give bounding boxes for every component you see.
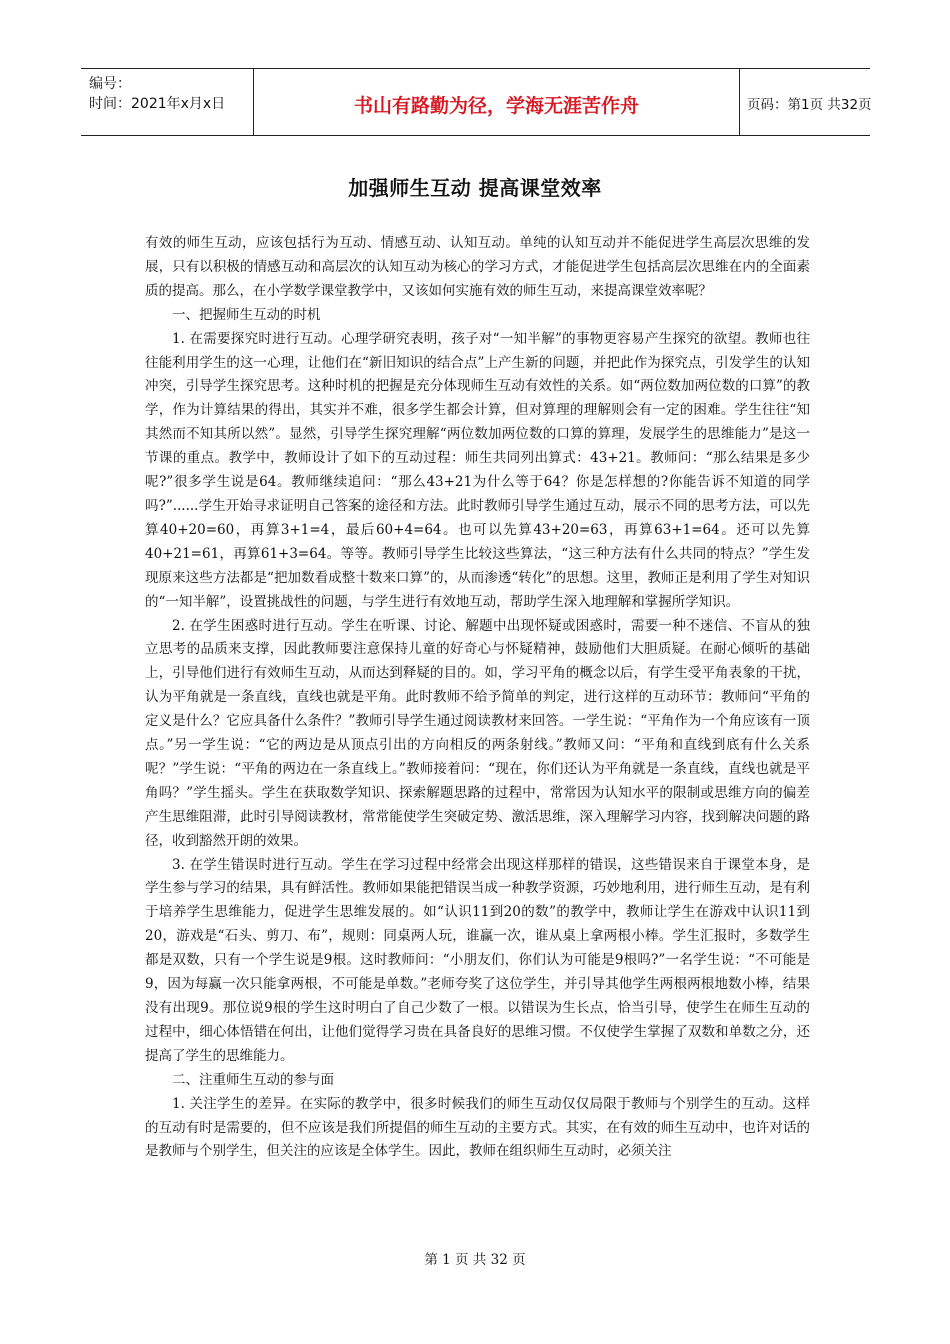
paragraph-1-1: 1. 在需要探究时进行互动。心理学研究表明，孩子对“一知半解”的事物更容易产生探究的欲望。教师也往往能利用学生的这一心理，让他们在“新旧知识的结合点”上产生新的问题，并把此作为探究点，引发学生的认知冲突，引导学生探究思考。这种时机的把握是充分体现师生互动有效性的关系。如“两位数加两位数的口算”的教学，作为计算结果的得出，其实并不难，很多学生都会计算，但对算理的理解则会有一定的困难。学生往往“知其然而不知其所以然”。显然，引导学生探究理解“两位数加两位数的口算的算理，发展学生的思维能力”是这一节课的重点。教学中，教师设计了如下的互动过程：师生共同列出算式：43+21。教师问：“那么结果是多少呢?”很多学生说是64。教师继续追问：“那么43+21为什么等于64？你是怎样想的?你能告诉不知道的同学吗?”......学生开始寻求证明自己答案的途径和方法。此时教师引导学生通过互动，展示不同的思考方法，可以先算40+20=60，再算3+1=4，最后60+4=64。也可以先算43+20=63，再算63+1=64。还可以先算40+21=61，再算61+3=64。等等。教师引导学生比较这些算法，“这三种方法有什么共同的特点？”学生发现原来这些方法都是“把加数看成整十数来口算”的，从而渗透“转化”的思想。这里，教师正是利用了学生对知识的“一知半解”，设置挑战性的问题，与学生进行有效地互动，帮助学生深入地理解和掌握所学知识。 <box>145 330 810 610</box>
paragraph-1-3: 3. 在学生错误时进行互动。学生在学习过程中经常会出现这样那样的错误，这些错误来自于课堂本身，是学生参与学习的结果，具有鲜活性。教师如果能把错误当成一种教学资源，巧妙地利用，进行师生互动，是有利于培养学生思维能力，促进学生思维发展的。如“认识11到20的数”的教学中，教师让学生在游戏中认识11到20，游戏是“石头、剪刀、布”，规则：同桌两人玩，谁赢一次，谁从桌上拿两根小棒。学生汇报时，多数学生都是双数，只有一个学生说是9根。这时教师问：“小朋友们，你们认为可能是9根吗?”一名学生说：“不可能是9，因为每赢一次只能拿两根，不可能是单数。”老师夸奖了这位学生，并引导其他学生两根两根地数小棒，结果没有出现9。那位说9根的学生这时明白了自己少数了一根。以错误为生长点，恰当引导，使学生在师生互动的过程中，细心体悟错在何出，让他们觉得学习贵在具备良好的思维习惯。不仅使学生掌握了双数和单数之分，还提高了学生的思维能力。 <box>145 856 810 1064</box>
section-heading-2: 二、注重师生互动的参与面 <box>172 1071 334 1088</box>
page-header <box>81 68 870 136</box>
section-heading-1: 一、把握师生互动的时机 <box>172 306 321 323</box>
paragraph-1-2: 2. 在学生困惑时进行互动。学生在听课、讨论、解题中出现怀疑或困惑时，需要一种不迷信、不盲从的独立思考的品质来支撑，因此教师要注意保持儿童的好奇心与怀疑精神，鼓励他们大胆质疑。在耐心倾听的基础上，引导他们进行有效师生互动，从而达到释疑的目的。如，学习平角的概念以后，有学生受平角表象的干扰，认为平角就是一条直线，直线也就是平角。此时教师不给予简单的判定，进行这样的互动环节：教师问“平角的定义是什么？它应具备什么条件？”教师引导学生通过阅读教材来回答。一学生说：“平角作为一个角应该有一顶点。”另一学生说：“它的两边是从顶点引出的方向相反的两条射线。”教师又问：“平角和直线到底有什么关系呢？”学生说：“平角的两边在一条直线上。”教师接着问：“现在，你们还认为平角就是一条直线，直线也就是平角吗？”学生摇头。学生在获取数学知识、探索解题思路的过程中，常常因为认知水平的限制或思维方向的偏差产生思维阻滞，此时引导阅读教材，常常能使学生突破定势、激活思维，深入理解学习内容，找到解决问题的路径，收到豁然开朗的效果。 <box>145 617 810 849</box>
header-motto: 书山有路勤为径，学海无涯苦作舟 <box>353 95 639 117</box>
document-date-label: 时间：2021年x月x日 <box>89 96 226 112</box>
document-title: 加强师生互动 提高课堂效率 <box>348 176 602 200</box>
header-right-cell <box>739 69 870 135</box>
header-middle-cell <box>253 69 740 135</box>
header-page-info: 页码：第1页 共32页 <box>747 97 872 113</box>
page-footer: 第 1 页 共 32 页 <box>424 1252 526 1268</box>
header-left-cell <box>81 69 253 135</box>
paragraph-2-1: 1. 关注学生的差异。在实际的教学中，很多时候我们的师生互动仅仅局限于教师与个别学生的互动。这样的互动有时是需要的，但不应该是我们所提倡的师生互动的主要方式。其实，在有效的师生互动中，也许对话的是教师与个别学生，但关注的应该是全体学生。因此，教师在组织师生互动时，必须关注 <box>145 1095 810 1160</box>
paragraph-intro: 有效的师生互动，应该包括行为互动、情感互动、认知互动。单纯的认知互动并不能促进学生高层次思维的发展，只有以积极的情感互动和高层次的认知互动为核心的学习方式，才能促进学生包括高层次思维在内的全面素质的提高。那么，在小学数学课堂教学中，又该如何实施有效的师生互动，来提高课堂效率呢？ <box>145 235 810 299</box>
document-number-label: 编号： <box>89 76 131 92</box>
document-body <box>145 232 810 1164</box>
